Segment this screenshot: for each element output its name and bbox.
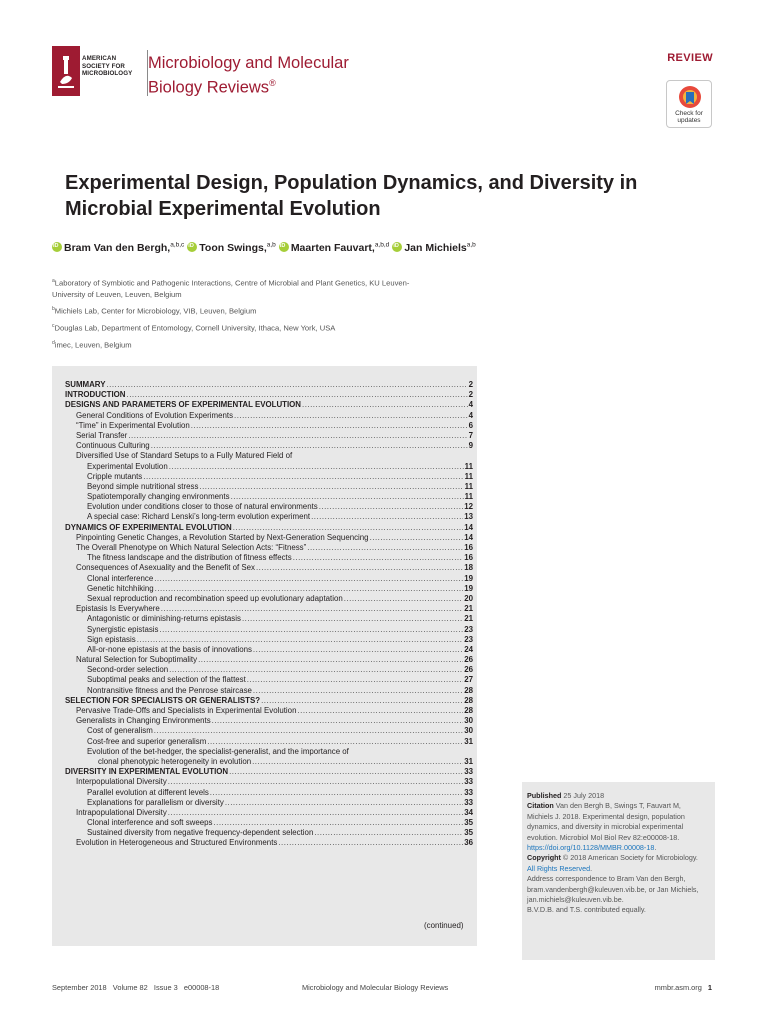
- toc-leader-dots: [307, 543, 463, 553]
- toc-entry-title: INTRODUCTION: [65, 390, 126, 400]
- toc-entry-page: 13: [464, 512, 473, 522]
- toc-entry-title: Cost of generalism: [87, 726, 153, 736]
- toc-entry[interactable]: [65, 706, 473, 716]
- toc-leader-dots: [319, 502, 464, 512]
- toc-entry[interactable]: [65, 635, 473, 645]
- toc-entry[interactable]: [65, 492, 473, 502]
- published-label: Published: [527, 791, 562, 800]
- toc-leader-dots: [252, 757, 463, 767]
- toc-entry-title: SELECTION FOR SPECIALISTS OR GENERALISTS?: [65, 695, 261, 705]
- orcid-icon[interactable]: [187, 242, 197, 252]
- toc-leader-dots: [169, 665, 463, 675]
- check-label-line: Check for: [675, 110, 703, 117]
- orcid-icon[interactable]: [52, 242, 62, 252]
- orcid-icon[interactable]: [279, 242, 289, 252]
- author[interactable]: [392, 242, 476, 254]
- orcid-icon[interactable]: [392, 242, 402, 252]
- toc-entry[interactable]: [65, 482, 473, 492]
- copyright-end: .: [590, 863, 593, 873]
- page-number: 1: [707, 983, 712, 992]
- toc-entry[interactable]: [65, 798, 473, 808]
- check-for-updates-button[interactable]: [666, 80, 712, 128]
- toc-entry-title: “Time” in Experimental Evolution: [76, 420, 190, 430]
- article-info: [527, 791, 707, 916]
- toc-entry-page: 30: [464, 716, 473, 726]
- toc-entry[interactable]: [65, 726, 473, 736]
- citation-text: Van den Bergh B, Swings T, Fauvart M, Michiels J. 2018. Experimental design, population dynamics, and diversity in microbial experimental evolution. Microbiol Mol Biol Rev 82:e00008-18.: [527, 801, 685, 842]
- toc-entry-title: Spatiotemporally changing environments: [87, 492, 230, 502]
- toc-entry-title: Generalists in Changing Environments: [76, 716, 211, 726]
- toc-entry-page: 33: [464, 797, 473, 807]
- journal-name-line2: Biology Reviews: [148, 78, 270, 96]
- toc-entry[interactable]: [65, 584, 473, 594]
- toc-leader-dots: [106, 380, 467, 390]
- toc-leader-dots: [256, 563, 463, 573]
- toc-entry-title: Antagonistic or diminishing-returns epistasis: [87, 614, 241, 624]
- toc-entry-page: 7: [468, 430, 473, 440]
- toc-entry[interactable]: [65, 533, 473, 543]
- toc-leader-dots: [168, 777, 463, 787]
- toc-entry-page: 19: [464, 573, 473, 583]
- toc-entry-page: 14: [464, 532, 473, 542]
- affiliation-text: University of Leuven, Leuven, Belgium: [52, 289, 182, 299]
- author-affiliation-marks: a,b: [466, 241, 476, 248]
- toc-entry-title: Sustained diversity from negative frequency-dependent selection: [87, 828, 314, 838]
- author-affiliation-marks: a,b,d: [374, 241, 390, 248]
- toc-entry-title: Consequences of Asexuality and the Benefit of Sex: [76, 563, 255, 573]
- toc-entry[interactable]: [65, 788, 473, 798]
- affiliation-line: [52, 289, 482, 300]
- toc-continued-label: (continued): [424, 921, 464, 930]
- toc-entry-page: 23: [464, 624, 473, 634]
- toc-entry[interactable]: [65, 390, 473, 400]
- toc-entry-page: 21: [464, 604, 473, 614]
- toc-entry[interactable]: [65, 614, 473, 624]
- toc-leader-dots: [231, 492, 464, 502]
- toc-leader-dots: [229, 767, 463, 777]
- journal-name[interactable]: [148, 54, 349, 98]
- toc-leader-dots: [225, 798, 463, 808]
- toc-leader-dots: [293, 553, 464, 563]
- table-of-contents: [65, 380, 473, 849]
- microscope-logo-icon: [52, 46, 80, 96]
- toc-leader-dots: [199, 482, 463, 492]
- affiliation-line: [52, 276, 482, 289]
- citation-label: Citation: [527, 801, 554, 811]
- toc-leader-dots: [207, 737, 463, 747]
- affiliation: [52, 321, 482, 334]
- toc-entry-title: Beyond simple nutritional stress: [87, 481, 199, 491]
- toc-entry[interactable]: [65, 777, 473, 787]
- toc-leader-dots: [213, 818, 463, 828]
- toc-entry[interactable]: [65, 553, 473, 563]
- toc-entry-page: 26: [464, 665, 473, 675]
- toc-leader-dots: [151, 441, 468, 451]
- toc-entry-page: 14: [464, 522, 473, 532]
- toc-entry-page: 4: [468, 410, 473, 420]
- contribution-note: B.V.D.B. and T.S. contributed equally.: [527, 905, 646, 915]
- toc-leader-dots: [370, 533, 464, 543]
- section-label: REVIEW: [667, 52, 713, 64]
- doi-link[interactable]: https://doi.org/10.1128/MMBR.00008-18: [527, 843, 655, 853]
- affiliation-mark: a: [52, 278, 55, 284]
- toc-leader-dots: [344, 594, 463, 604]
- rights-link[interactable]: All Rights Reserved: [527, 863, 591, 873]
- toc-entry-title: Cripple mutants: [87, 471, 143, 481]
- author[interactable]: [279, 242, 390, 254]
- toc-entry-title: The fitness landscape and the distribution of fitness effects: [87, 553, 292, 563]
- affiliation-mark: c: [52, 323, 55, 330]
- toc-entry-title: Clonal interference: [87, 573, 154, 583]
- toc-entry[interactable]: [65, 421, 473, 431]
- toc-entry[interactable]: [65, 767, 473, 777]
- toc-leader-dots: [154, 574, 463, 584]
- toc-entry-title: Nontransitive fitness and the Penrose staircase: [87, 685, 252, 695]
- toc-entry[interactable]: [65, 502, 473, 512]
- toc-entry-title: DIVERSITY IN EXPERIMENTAL EVOLUTION: [65, 767, 229, 777]
- affiliation-line: [52, 338, 482, 351]
- toc-entry[interactable]: [65, 818, 473, 828]
- copyright-info: [527, 853, 707, 874]
- toc-entry[interactable]: [65, 655, 473, 665]
- toc-entry[interactable]: [65, 808, 473, 818]
- toc-leader-dots: [314, 828, 463, 838]
- toc-entry[interactable]: [65, 400, 473, 410]
- author-affiliation-marks: a,b: [266, 241, 276, 248]
- toc-entry-page: 2: [468, 390, 473, 400]
- society-name: [82, 55, 132, 78]
- toc-entry-page: 28: [464, 695, 473, 705]
- author-list: [52, 241, 479, 254]
- toc-entry-title: Interpopulational Diversity: [76, 777, 167, 787]
- citation-info: [527, 801, 707, 853]
- toc-leader-dots: [198, 655, 463, 665]
- toc-entry[interactable]: [65, 675, 473, 685]
- affiliation: [52, 304, 482, 317]
- toc-leader-dots: [297, 706, 463, 716]
- toc-entry-title: Diversified Use of Standard Setups to a Fully Matured Field of: [76, 451, 293, 461]
- toc-entry-title: Intrapopulational Diversity: [76, 807, 167, 817]
- toc-entry-page: 21: [464, 614, 473, 624]
- toc-entry[interactable]: [65, 472, 473, 482]
- toc-entry-page: 35: [464, 828, 473, 838]
- toc-entry-title: The Overall Phenotype on Which Natural Selection Acts: “Fitness”: [76, 543, 307, 552]
- society-line: AMERICAN: [82, 55, 117, 62]
- toc-leader-dots: [247, 675, 463, 685]
- affiliation-text: Laboratory of Symbiotic and Pathogenic Interactions, Centre of Microbial and Plant Genetics, KU Leuven-: [54, 278, 410, 288]
- footer-journal-name: Microbiology and Molecular Biology Reviews: [302, 983, 449, 992]
- toc-entry-page: 34: [464, 807, 473, 817]
- society-line: SOCIETY FOR: [82, 62, 125, 70]
- toc-entry-title: Evolution under conditions closer to those of natural environments: [87, 502, 318, 512]
- affiliation-list: [52, 276, 482, 356]
- toc-entry-page: 20: [464, 593, 473, 603]
- toc-entry-title: DESIGNS AND PARAMETERS OF EXPERIMENTAL EVOLUTION: [65, 400, 302, 410]
- check-for-updates-label: [667, 110, 711, 124]
- toc-entry[interactable]: [65, 431, 473, 441]
- toc-entry-title: Epistasis Is Everywhere: [76, 604, 160, 614]
- affiliation-text: Douglas Lab, Department of Entomology, Cornell University, Ithaca, New York, USA: [54, 323, 336, 333]
- toc-leader-dots: [302, 400, 468, 410]
- toc-leader-dots: [253, 686, 463, 696]
- copyright-text: © 2018 American Society for Microbiology.: [560, 853, 698, 863]
- toc-leader-dots: [154, 726, 463, 736]
- toc-entry-title: Parallel evolution at different levels: [87, 787, 209, 797]
- toc-entry[interactable]: [65, 645, 473, 655]
- toc-entry[interactable]: [65, 737, 473, 747]
- toc-leader-dots: [253, 645, 463, 655]
- affiliation-mark: d: [52, 340, 55, 347]
- footer-site: [655, 983, 712, 992]
- toc-entry[interactable]: [65, 462, 473, 472]
- toc-leader-dots: [210, 788, 463, 798]
- toc-entry[interactable]: [65, 838, 473, 848]
- toc-entry-page: 19: [464, 583, 473, 593]
- correspondence-info: Address correspondence to Bram Van den Bergh, bram.vandenbergh@kuleuven.vib.be, or Jan Michiels, jan.michiels@kuleuven.vib.be.: [527, 874, 699, 905]
- toc-entry-page: 33: [464, 767, 473, 777]
- toc-entry-title: A special case: Richard Lenski’s long-term evolution experiment: [87, 512, 311, 522]
- toc-entry-page: 28: [464, 685, 473, 695]
- toc-entry-page: 11: [464, 471, 473, 481]
- published-info: [527, 791, 707, 801]
- toc-entry-title: Pervasive Trade-Offs and Specialists in Experimental Evolution: [76, 706, 297, 715]
- toc-entry-page: 27: [464, 675, 473, 685]
- check-label-line: updates: [677, 117, 701, 124]
- author[interactable]: [52, 242, 184, 254]
- toc-entry[interactable]: [65, 625, 473, 635]
- registered-mark: ®: [269, 77, 276, 88]
- toc-leader-dots: [234, 411, 468, 421]
- toc-entry[interactable]: [65, 380, 473, 390]
- affiliation-line: [52, 321, 482, 334]
- author-name: Jan Michiels: [404, 241, 467, 254]
- toc-entry-page: 11: [464, 481, 473, 491]
- toc-entry-title: Natural Selection for Suboptimality: [76, 655, 198, 665]
- toc-entry-title: Sign epistasis: [87, 634, 136, 644]
- toc-entry-page: 35: [464, 818, 473, 828]
- toc-entry-title: Suboptimal peaks and selection of the flattest: [87, 675, 246, 685]
- toc-entry-title: Cost-free and superior generalism: [87, 736, 207, 746]
- toc-entry[interactable]: [65, 512, 473, 522]
- society-line: MICROBIOLOGY: [82, 70, 133, 78]
- author-name: Toon Swings,: [199, 241, 267, 254]
- toc-entry-title: Serial Transfer: [76, 430, 128, 440]
- toc-entry-title: Synergistic epistasis: [87, 624, 159, 634]
- toc-entry-title: Explanations for parallelism or diversity: [87, 797, 224, 807]
- affiliation: [52, 276, 482, 300]
- toc-entry[interactable]: [65, 543, 473, 553]
- author-name: Maarten Fauvart,: [290, 241, 375, 254]
- toc-leader-dots: [155, 584, 464, 594]
- toc-entry[interactable]: [65, 574, 473, 584]
- toc-entry[interactable]: [65, 594, 473, 604]
- journal-name-line1: Microbiology and Molecular: [148, 54, 349, 72]
- citation-end: .: [654, 843, 657, 853]
- toc-leader-dots: [169, 462, 464, 472]
- toc-entry[interactable]: [65, 686, 473, 696]
- toc-entry-page: 6: [468, 420, 473, 430]
- toc-leader-dots: [127, 390, 468, 400]
- toc-leader-dots: [242, 614, 463, 624]
- toc-entry[interactable]: [65, 828, 473, 838]
- toc-entry-page: 23: [464, 634, 473, 644]
- toc-entry-page: 4: [468, 400, 473, 410]
- toc-entry-page: 16: [464, 553, 473, 563]
- toc-entry-page: 30: [464, 726, 473, 736]
- toc-entry-page: 31: [464, 736, 473, 746]
- toc-entry-title: Second-order selection: [87, 665, 169, 675]
- toc-leader-dots: [311, 512, 463, 522]
- article-title: Experimental Design, Population Dynamics, and Diversity in Microbial Experimental Evolution: [65, 172, 638, 220]
- published-date: 25 July 2018: [561, 791, 605, 800]
- toc-entry-page: 2: [468, 380, 473, 389]
- toc-leader-dots: [143, 472, 463, 482]
- toc-entry[interactable]: [65, 451, 473, 461]
- toc-entry-page: 33: [464, 787, 473, 797]
- toc-leader-dots: [159, 625, 463, 635]
- affiliation: [52, 338, 482, 351]
- toc-entry-title: Pinpointing Genetic Changes, a Revolution Started by Next-Generation Sequencing: [76, 532, 369, 542]
- author[interactable]: [187, 242, 276, 254]
- affiliation-text: imec, Leuven, Belgium: [54, 340, 132, 350]
- toc-entry[interactable]: [65, 523, 473, 533]
- toc-entry[interactable]: [65, 604, 473, 614]
- toc-entry-title: Experimental Evolution: [87, 461, 168, 471]
- toc-leader-dots: [212, 716, 464, 726]
- toc-leader-dots: [128, 431, 467, 441]
- toc-entry[interactable]: [65, 665, 473, 675]
- toc-entry[interactable]: [65, 563, 473, 573]
- toc-entry-page: 36: [464, 838, 473, 848]
- toc-entry-page: 11: [464, 461, 473, 471]
- toc-entry-title: Continuous Culturing: [76, 441, 150, 451]
- toc-entry-title: Evolution of the bet-hedger, the specialist-generalist, and the importance of: [87, 746, 349, 756]
- toc-entry[interactable]: [65, 696, 473, 706]
- toc-leader-dots: [191, 421, 468, 431]
- toc-entry-title: Genetic hitchhiking: [87, 583, 154, 593]
- footer-site-link[interactable]: mmbr.asm.org: [654, 983, 702, 992]
- toc-entry[interactable]: [65, 757, 473, 767]
- toc-leader-dots: [261, 696, 463, 706]
- toc-entry-page: 28: [464, 706, 473, 715]
- toc-entry-title: Sexual reproduction and recombination speed up evolutionary adaptation: [87, 593, 343, 603]
- toc-entry-title: Clonal interference and soft sweeps: [87, 818, 213, 828]
- toc-entry-title: clonal phenotypic heterogeneity in evolution: [98, 756, 252, 766]
- affiliation-mark: b: [52, 306, 55, 313]
- toc-leader-dots: [168, 808, 463, 818]
- toc-entry-page: 18: [464, 563, 473, 573]
- toc-entry-title: All-or-none epistasis at the basis of innovations: [87, 644, 252, 654]
- toc-leader-dots: [161, 604, 463, 614]
- toc-entry-title: General Conditions of Evolution Experiments: [76, 410, 234, 420]
- toc-leader-dots: [233, 523, 463, 533]
- author-name: Bram Van den Bergh,: [64, 241, 171, 254]
- toc-entry-title: Evolution in Heterogeneous and Structured Environments: [76, 838, 278, 848]
- asm-logo: [52, 46, 146, 98]
- toc-entry-page: 24: [464, 644, 473, 654]
- toc-entry-page: 12: [464, 502, 473, 512]
- toc-entry[interactable]: [65, 411, 473, 421]
- toc-entry-title: SUMMARY: [65, 380, 106, 389]
- toc-entry[interactable]: [65, 747, 473, 757]
- toc-entry-title: DYNAMICS OF EXPERIMENTAL EVOLUTION: [65, 522, 232, 532]
- footer-issue-info: September 2018 Volume 82 Issue 3 e00008-18: [52, 983, 220, 992]
- toc-entry-page: 31: [464, 756, 473, 766]
- toc-leader-dots: [278, 838, 463, 848]
- toc-entry-page: 26: [464, 655, 473, 665]
- toc-entry-page: 9: [468, 441, 473, 451]
- affiliation-line: [52, 304, 482, 317]
- toc-entry-page: 11: [464, 492, 473, 502]
- affiliation-text: Michiels Lab, Center for Microbiology, VIB, Leuven, Belgium: [54, 306, 257, 316]
- copyright-label: Copyright: [527, 853, 561, 863]
- toc-leader-dots: [137, 635, 464, 645]
- toc-entry[interactable]: [65, 716, 473, 726]
- author-affiliation-marks: a,b,c: [170, 241, 185, 248]
- toc-entry[interactable]: [65, 441, 473, 451]
- toc-entry-page: 33: [464, 777, 473, 787]
- check-for-updates-icon: [678, 85, 702, 109]
- toc-entry-page: 16: [464, 543, 473, 552]
